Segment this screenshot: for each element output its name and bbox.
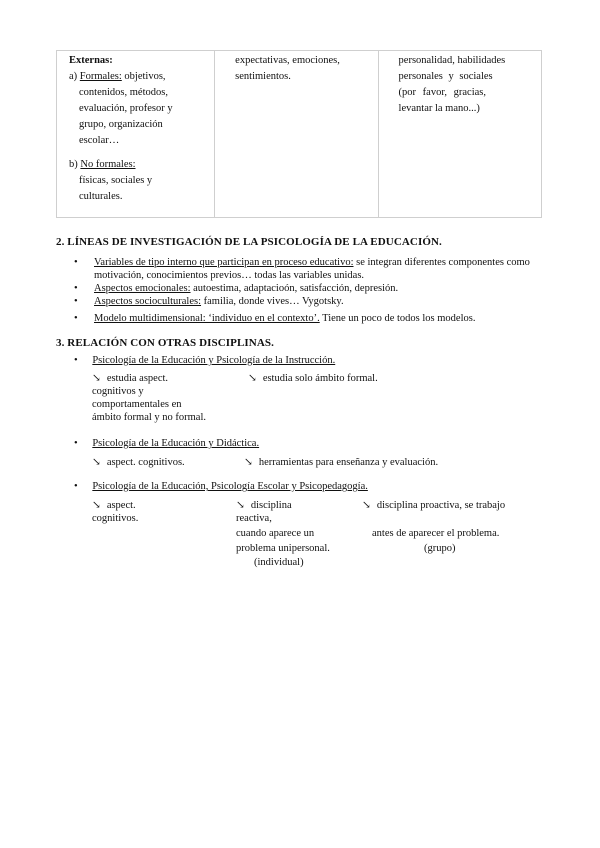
list-item: • Psicología de la Educación y Psicología de la Instrucción. [74,355,336,366]
formal-line-2: contenidos, métodos, [79,87,168,98]
non-formal-line: b) No formales: [69,159,136,170]
relation-1-label: Psicología de la Educación y Psicología de la Instrucción. [92,355,336,366]
arrow-icon: ↘ [244,457,253,468]
arrow-icon: ↘ [92,373,101,384]
section-3-title: 3. RELACIÓN CON OTRAS DISCIPLINAS. [56,337,274,349]
external-heading: Externas: [69,55,113,66]
section-2-list [74,256,544,325]
formal-line-4: grupo, organización [79,119,163,130]
relation-3-col3: ↘ disciplina proactiva, se trabajo antes de aparecer el problema. (grupo) [362,500,506,554]
formal-line: a) Formales: objetivos, [69,71,166,82]
arrow-icon: ↘ [92,457,101,468]
relation-2-label: Psicología de la Educación y Didáctica. [92,438,260,449]
cell-line: expectativas, emociones, [235,55,340,66]
relation-2-left: ↘ aspect. cognitivos. [92,457,185,468]
arrow-icon: ↘ [248,373,257,384]
non-formal-line-3: culturales. [79,191,123,202]
non-formal-label: No formales: [80,159,136,170]
cell-line: sentimientos. [235,71,291,82]
cell-line: personales y sociales [398,71,493,82]
list-item: • Aspectos emocionales: autoestima, adaptacioón, satisfacción, depresión. [74,283,399,294]
relation-3-col2: ↘ disciplina reactiva, cuando aparece un problema unipersonal. (individual) [236,500,330,568]
list-item: • Psicología de la Educación, Psicología Escolar y Psicopedagogía. [74,481,368,492]
formal-label: Formales: [79,71,122,82]
cell-line: levantar la mano...) [398,103,480,114]
table-cell-external [57,51,215,218]
list-item: • Modelo multidimensional: ‘individuo en el contexto’. Tiene un poco de todos los modelos. [74,313,476,324]
relation-1-left: ↘ estudia aspect. cognitivos y comportamentales en ámbito formal y no formal. [92,373,207,423]
formal-line-5: escolar… [79,135,120,146]
table-cell-emotional [215,51,378,218]
cell-line: personalidad, habilidades [398,55,506,66]
non-formal-line-2: físicas, sociales y [79,175,153,186]
arrow-icon: ↘ [92,500,101,511]
relation-1-right: ↘ estudia solo ámbito formal. [248,373,378,384]
formal-line-3: evaluación, profesor y [79,103,173,114]
relation-3-label: Psicología de la Educación, Psicología Escolar y Psicopedagogía. [92,481,368,492]
list-item: • Aspectos socioculturales: familia, donde vives… Vygotsky. [74,296,344,307]
list-item: • Psicología de la Educación y Didáctica. [74,438,260,449]
relation-2-right: ↘ herramientas para enseñanza y evaluación. [244,457,439,468]
table-row [57,51,542,218]
relation-3-col1: ↘ aspect. cognitivos. [92,500,139,524]
list-item: • Variables de tipo interno que participan en proceso educativo: se integran diferentes componentes como motivación, conocimientos previos… todas las variables unidas. [74,257,530,281]
arrow-icon: ↘ [362,500,371,511]
section-2-title: 2. LÍNEAS DE INVESTIGACIÓN DE LA PSICOLOGÍA DE LA EDUCACIÓN. [56,236,442,248]
table-cell-personal [378,51,541,218]
factors-table [56,50,542,218]
cell-line: (por favor, gracias, [398,87,487,98]
arrow-icon: ↘ [236,500,245,511]
